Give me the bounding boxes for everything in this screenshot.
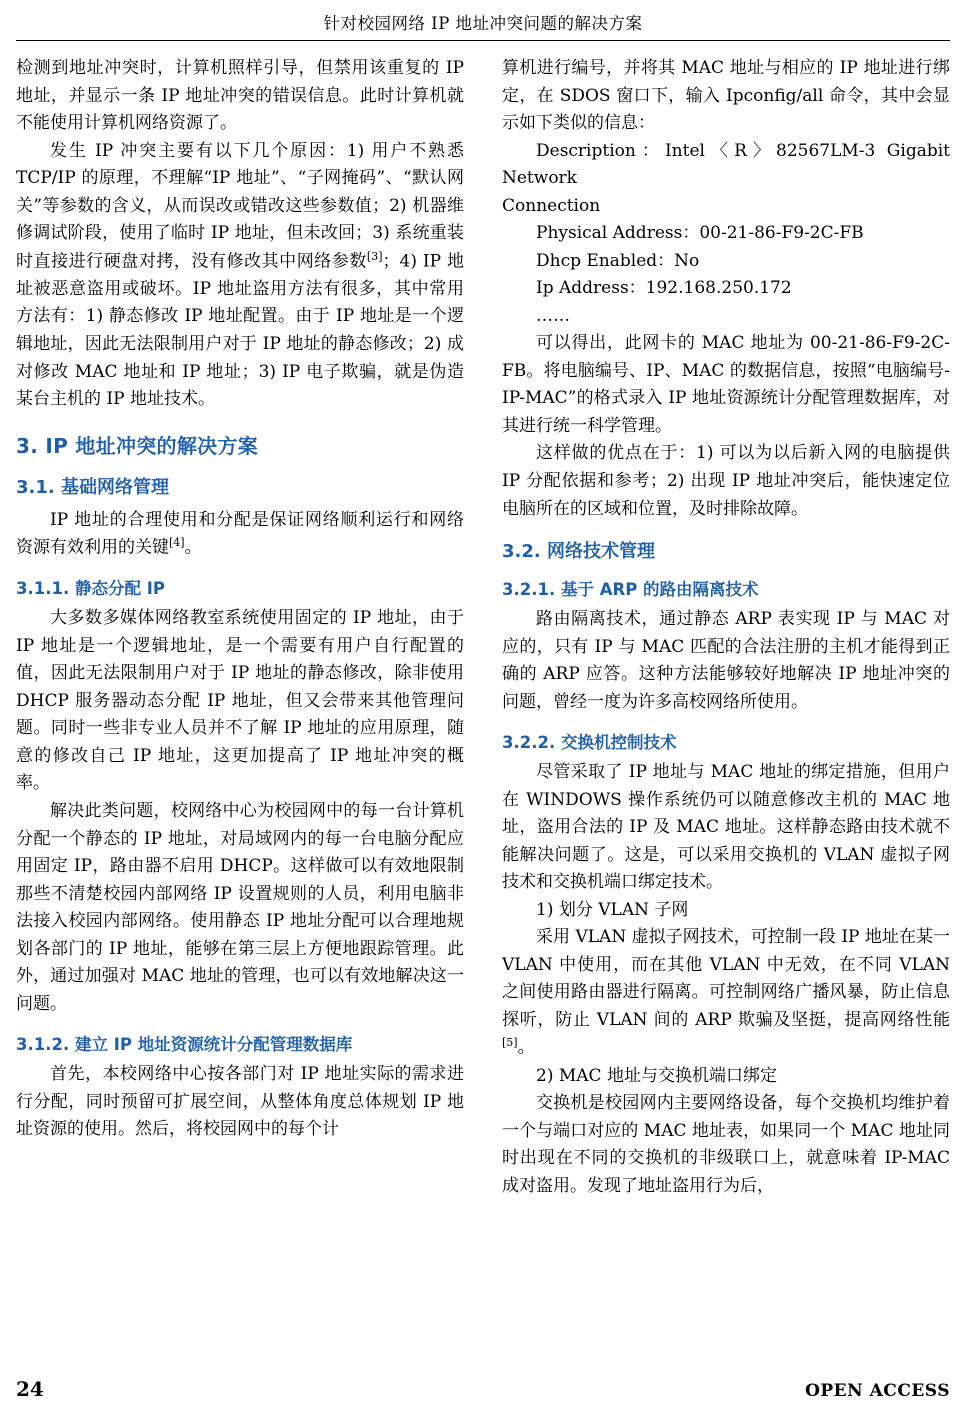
heading-section-3-1-2: 3.1.2. 建立 IP 地址资源统计分配管理数据库 (16, 1035, 353, 1055)
command-output-line-4: Ip Address：192.168.250.172 (536, 278, 792, 299)
running-head: 针对校园网络 IP 地址冲突问题的解决方案 (323, 14, 643, 33)
heading-section-3-2: 3.2. 网络技术管理 (502, 541, 655, 563)
reference-marker-3: [3] (366, 249, 383, 263)
paragraph-left-2-part-a: 发生 IP 冲突主要有以下几个原因：1) 用户不熟悉 TCP/IP 的原理，不理解“IP 地址”、“子网掩码”、“默认网关”等参数的含义，从而误改或错改这些参数值；2) 机器维修调试阶段，使用了临时 IP 地址，但未改回；3) 系统重装时直接进行硬盘对拷，没有修改其中网络参数 (16, 140, 464, 272)
paragraph-left-5: 解决此类问题，校网络中心为校园网中的每一台计算机分配一个静态的 IP 地址，对局域网内的每一台电脑分配应用固定 IP，路由器不启用 DHCP。这样做可以有效地限制那些不清楚校园内部网络 IP 设置规则的人员，利用电脑非法接入校园内部网络。使用静态 IP 地址分配可以合理地规划各部门的 IP 地址，能够在第三层上方便地跟踪管理。此外，通过加强对 MAC 地址的管理，也可以有效地解决这一问题。 (16, 801, 464, 1014)
paragraph-left-2-part-b: ；4) IP 地址被恶意盗用或破坏。IP 地址盗用方法有很多，其中常用方法有：1) 静态修改 IP 地址配置。由于 IP 地址是一个逻辑地址，因此无法限制用户对于 IP 地址的静态修改；2) 成对修改 MAC 地址和 IP 地址；3) IP 电子欺骗，就是伪造某台主机的 IP 地址技术。 (16, 251, 464, 410)
list-item-mac-port-binding: 2) MAC 地址与交换机端口绑定 (536, 1065, 777, 1086)
paragraph-left-2 (16, 138, 464, 414)
command-output-line-2: Physical Address：00-21-86-F9-2C-FB (536, 223, 864, 244)
open-access-label: OPEN ACCESS (805, 1381, 950, 1401)
reference-marker-5: [5] (502, 1036, 518, 1050)
paragraph-right-7-part-a: 采用 VLAN 虚拟子网技术，可控制一段 IP 地址在某一 VLAN 中使用，而在其他 VLAN 中无效，在不同 VLAN 之间使用路由器进行隔离。可控制网络广播风暴，防止信息探听，防止 VLAN 间的 ARP 欺骗及坚挺，提高网络性能 (502, 927, 950, 1030)
right-column (502, 55, 950, 1200)
page-footer (16, 1377, 950, 1401)
paragraph-left-1: 检测到地址冲突时，计算机照样引导，但禁用该重复的 IP 地址，并显示一条 IP 地址冲突的错误信息。此时计算机就不能使用计算机网络资源了。 (16, 58, 464, 134)
paragraph-right-1: 算机进行编号，并将其 MAC 地址与相应的 IP 地址进行绑定，在 SDOS 窗口下，输入 Ipconfig/all 命令，其中会显示如下类似的信息： (502, 58, 950, 134)
heading-section-3-1: 3.1. 基础网络管理 (16, 476, 169, 498)
paragraph-right-3: 这样做的优点在于：1) 可以为以后新入网的电脑提供 IP 分配依据和参考；2) 出现 IP 地址冲突后，能快速定位电脑所在的区域和位置，及时排除故障。 (502, 443, 950, 519)
heading-section-3: 3. IP 地址冲突的解决方案 (16, 433, 259, 458)
paragraph-left-3-part-b: 。 (184, 537, 202, 558)
paragraph-right-4: 路由隔离技术，通过静态 ARP 表实现 IP 与 MAC 对应的，只有 IP 与 MAC 匹配的合法注册的主机才能得到正确的 ARP 应答。这种方法能够较好地解决 IP 地址冲突的问题，曾经一度为许多高校网络所使用。 (502, 609, 950, 712)
two-column-body (16, 55, 950, 1200)
heading-section-3-2-1: 3.2.1. 基于 ARP 的路由隔离技术 (502, 580, 759, 600)
paragraph-right-5: 尽管采取了 IP 地址与 MAC 地址的绑定措施，但用户在 WINDOWS 操作系统仍可以随意修改主机的 MAC 地址，盗用合法的 IP 及 MAC 地址。这样静态路由技术就不能解决问题了。这是，可以采用交换机的 VLAN 虚拟子网技术和交换机端口绑定技术。 (502, 762, 950, 893)
paragraph-left-6: 首先，本校网络中心按各部门对 IP 地址实际的需求进行分配，同时预留可扩展空间，从整体角度总体规划 IP 地址资源的使用。然后，将校园网中的每个计 (16, 1064, 464, 1140)
paragraph-right-7 (502, 924, 950, 1062)
header-rule (16, 40, 950, 41)
paragraph-left-3-part-a: IP 地址的合理使用和分配是保证网络顺利运行和网络资源有效利用的关键 (16, 509, 464, 558)
command-output-line-3: Dhcp Enabled：No (536, 250, 700, 271)
paragraph-right-9: 交换机是校园网内主要网络设备，每个交换机均维护着一个与端口对应的 MAC 地址表，如果同一个 MAC 地址同时出现在不同的交换机的非级联口上，就意味着 IP-MAC 成对盗用。发现了地址盗用行为后， (502, 1093, 950, 1196)
command-output-line-1: Description：Intel〈R〉82567LM-3 Gigabit Network (502, 140, 950, 189)
heading-section-3-1-1: 3.1.1. 静态分配 IP (16, 579, 165, 599)
paragraph-left-4: 大多数多媒体网络教室系统使用固定的 IP 地址，由于 IP 地址是一个逻辑地址，是一个需要有用户自行配置的值，因此无法限制用户对于 IP 地址的静态修改，除非使用 DHCP 服务器动态分配 IP 地址，但又会带来其他管理问题。同时一些非专业人员并不了解 IP 地址的应用原理，随意的修改自己 IP 地址，这更加提高了 IP 地址冲突的概率。 (16, 608, 464, 794)
command-output-line-1b: Connection (502, 195, 601, 216)
paragraph-right-7-part-b: 。 (517, 1038, 535, 1059)
paragraph-left-3 (16, 507, 464, 563)
heading-section-3-2-2: 3.2.2. 交换机控制技术 (502, 733, 677, 753)
left-column (16, 55, 464, 1144)
paragraph-right-2: 可以得出，此网卡的 MAC 地址为 00-21-86-F9-2C-FB。将电脑编号、IP、MAC 的数据信息，按照“电脑编号-IP-MAC”的格式录入 IP 地址资源统计分配管理数据库，对其进行统一科学管理。 (502, 333, 950, 436)
list-item-vlan-subnet: 1) 划分 VLAN 子网 (536, 899, 689, 920)
page-number: 24 (16, 1377, 44, 1401)
reference-marker-4: [4] (169, 536, 185, 550)
command-output-line-5: …… (536, 305, 570, 326)
